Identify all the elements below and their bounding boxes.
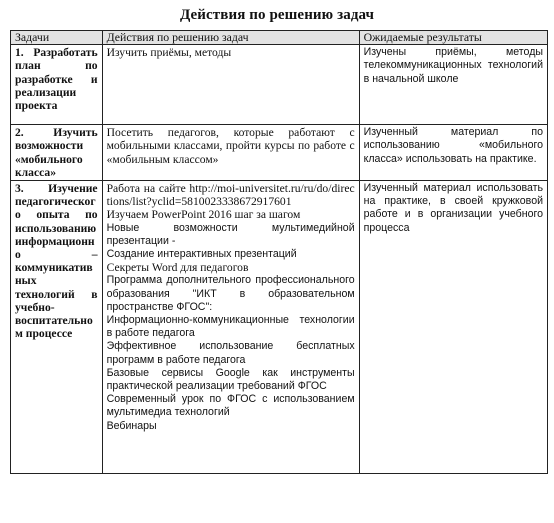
header-results: Ожидаемые результаты bbox=[359, 31, 547, 45]
action-item: Вебинары bbox=[106, 419, 157, 432]
action-item: Новые возможности мультимедийной презентации - bbox=[106, 221, 355, 247]
task-cell-2 bbox=[11, 125, 103, 181]
action-item: Секреты Word для педагогов bbox=[106, 261, 249, 275]
result-item: Изученный материал по использованию «мобильного класса» использовать на практике. bbox=[363, 126, 543, 165]
table-row bbox=[11, 181, 548, 474]
actions-cell-2 bbox=[102, 125, 359, 181]
action-item: Современный урок по ФГОС с использованием мультимедиа технологий bbox=[106, 393, 355, 419]
task-cell-3 bbox=[11, 181, 103, 474]
action-link-item[interactable]: Работа на сайте http://moi-universitet.ru/ru/do/directions/list?yclid=5810023338672917601 bbox=[106, 182, 355, 209]
task-cell-1 bbox=[11, 45, 103, 125]
results-cell-2 bbox=[359, 125, 547, 181]
action-item: Посетить педагогов, которые работают с мобильными классами, пройти курсы по работе с «мобильным классом» bbox=[106, 126, 355, 166]
action-item: Базовые сервисы Google как инструменты практической реализации требований ФГОС bbox=[106, 366, 355, 393]
action-item: Изучить приёмы, методы bbox=[106, 46, 232, 60]
table-row bbox=[11, 125, 548, 181]
task-text: 1. Разработать план по разработке и реализации проекта bbox=[15, 46, 98, 113]
results-cell-3 bbox=[359, 181, 547, 474]
action-item: Создание интерактивных презентаций bbox=[106, 248, 297, 261]
table-row bbox=[11, 45, 548, 125]
result-item: Изучены приёмы, методы телекоммуникационных технологий в начальной школе bbox=[363, 46, 543, 85]
task-text: 2. Изучить возможности «мобильного класса» bbox=[15, 126, 98, 179]
results-cell-1 bbox=[359, 45, 547, 125]
header-tasks: Задачи bbox=[11, 31, 103, 45]
table-header-row bbox=[11, 31, 548, 45]
result-item: Изученный материал использовать на практике, в своей кружковой работе и в организации учебного процесса bbox=[363, 182, 543, 234]
action-item: Эффективное использование бесплатных программ в работе педагога bbox=[106, 340, 355, 366]
action-item: Программа дополнительного профессионального образования "ИКТ в образовательном пространстве ФГОС": bbox=[106, 274, 355, 313]
actions-cell-1 bbox=[102, 45, 359, 125]
tasks-table bbox=[10, 30, 548, 474]
header-actions: Действия по решению задач bbox=[102, 31, 359, 45]
actions-cell-3 bbox=[102, 181, 359, 474]
action-item: Информационно-коммуникационные технологии в работе педагога bbox=[106, 314, 355, 340]
task-text: 3. Изучение педагогического опыта по использованию информационно – коммуникативных технологий в учебно-воспитательном процессе bbox=[15, 182, 98, 341]
action-item: Изучаем PowerPoint 2016 шаг за шагом bbox=[106, 208, 301, 222]
document-title: Действия по решению задач bbox=[179, 7, 375, 23]
